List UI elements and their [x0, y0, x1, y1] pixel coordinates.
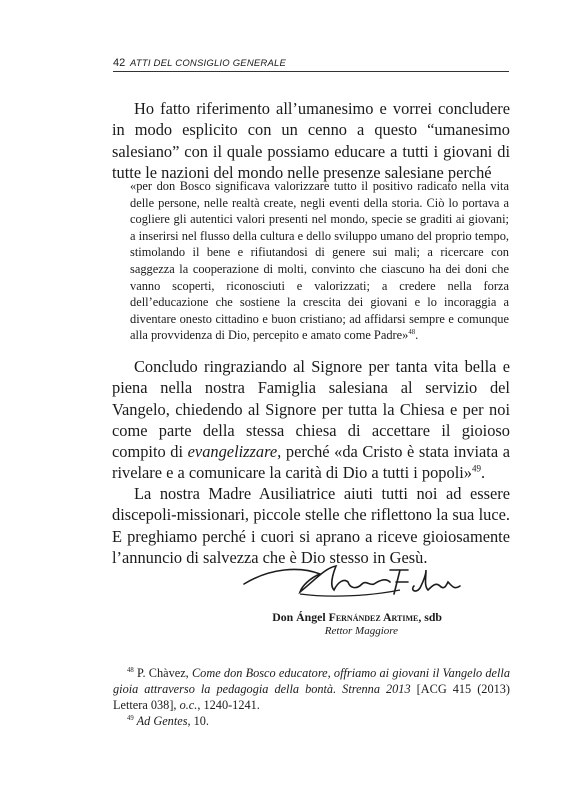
running-title: ATTI DEL CONSIGLIO GENERALE — [130, 58, 287, 69]
footnote-ref-48: 48 — [408, 329, 416, 337]
footnote-48-pages: , 1240-1241. — [197, 698, 260, 713]
footnote-48-oc: o.c. — [179, 698, 198, 713]
footnote-49-title: Ad Gentes — [133, 714, 188, 729]
footnote-49-pages: , 10. — [187, 714, 210, 729]
running-header — [113, 55, 510, 75]
header-rule — [113, 71, 509, 72]
footnote-48-title: Come don Bosco educatore, offriamo ai giovani il Vangelo della gioia attraverso la pedagogia della bontà. Strenna 2013 — [113, 666, 510, 697]
footnotes — [113, 665, 510, 729]
footnote-48 — [113, 665, 510, 713]
paragraph-2-end: . — [481, 463, 486, 483]
paragraph-3: La nostra Madre Ausiliatrice aiuti tutti noi ad essere discepoli-missionari, piccole stelle che riflettono la sua luce. E preghiamo perché i cuori si aprano a riceve gioiosamente l’annuncio di salvezza che è Dio stesso in Gesù. — [112, 484, 510, 567]
signatory-role: Rettor Maggiore — [324, 625, 398, 637]
footnote-48-source: [ACG 415 (2013) Lettera 038], — [113, 682, 510, 713]
quote-text: «per don Bosco significava valorizzare tutto il positivo radicato nella vita delle persone, nelle realtà create, negli eventi della storia. Ciò lo portava a cogliere gli autentici valori presenti nel mondo, specie se graditi ai giovani; a inserirsi nel flusso della cultura e dello sviluppo umano del proprio tempo, stimolando il bene e rifiutandosi di genere sui mali; a ricercare con saggezza la cooperazione di molti, convinto che ciascuno ha dei doni che vanno scoperti, riconosciuti e valorizzati; a credere nella forza dell’educazione che sostiene la crescita dei giovani e lo incoraggia a diventare onesto cittadino e buon cristiano; ad affidarsi sempre e comunque alla provvidenza di Dio, percepito e amato come Padre» — [130, 179, 509, 343]
page-number: 42 — [113, 57, 126, 69]
paragraph-1: Ho fatto riferimento all’umanesimo e vorrei concludere in modo esplicito con un cenno a questo “umanesimo salesiano” con il quale possiamo educare a tutti i giovani di tutte le nazioni del mondo nelle presenze salesiane perché — [112, 99, 510, 182]
footnote-49-number: 49 — [127, 715, 134, 723]
footnote-ref-49: 49 — [472, 464, 481, 475]
footnote-48-number: 48 — [127, 666, 134, 674]
signatory-suffix: , sdb — [418, 610, 442, 624]
paragraph-2 — [112, 356, 510, 484]
footnote-48-author: P. Chàvez, — [133, 666, 192, 680]
footnote-49 — [113, 713, 510, 729]
signatory-prefix: Don Ángel — [272, 610, 329, 624]
paragraph-2-text-b: perché «da Cristo è stata inviata a rivelare e a comunicare la carità di Dio a tutti i popoli» — [112, 442, 510, 483]
paragraph-2-text-a: Concludo ringraziando al Signore per tanta vita bella e piena nella nostra Famiglia salesiana al servizio del Vangelo, chiedendo al Signore per tutta la Chiesa e per noi come parte della stessa chiesa di accettare il gioioso compito di — [112, 357, 510, 462]
paragraph-2-italic: evangelizzare, — [187, 442, 282, 462]
handwritten-signature — [240, 560, 465, 602]
signatory-name — [232, 610, 442, 625]
block-quote: «per don Bosco significava valorizzare tutto il positivo radicato nella vita delle persone, nelle realtà create, negli eventi della storia. Ciò lo portava a cogliere gli autentici valori presenti nel mondo, specie se graditi ai giovani; a inserirsi nel flusso della cultura e dello sviluppo umano del proprio tempo, stimolando il bene e rifiutandosi di genere sui mali; a ricercare con saggezza la cooperazione di molti, convinto che ciascuno ha dei doni che vanno scoperti, riconosciuti e valorizzati; a credere nella forza dell’educazione che sostiene la crescita dei giovani e lo incoraggia a diventare onesto cittadino e buon cristiano; ad affidarsi sempre e comunque alla provvidenza di Dio, percepito e amato come Padre»$^{48}$. — [130, 179, 509, 343]
signatory-surname: Fernández Artime — [328, 610, 419, 624]
